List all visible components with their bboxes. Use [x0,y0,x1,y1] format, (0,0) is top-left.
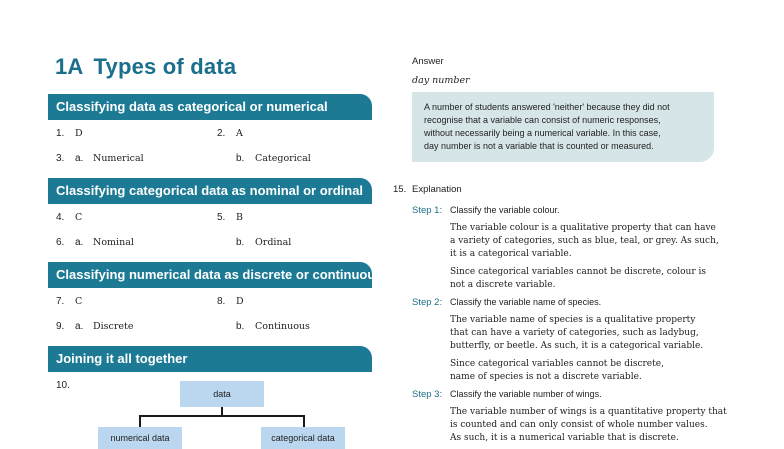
step-text: that can have a variety of categories, such as ladybug, [450,328,699,338]
part-label: a. [75,321,84,332]
step-title: Classify the variable number of wings. [450,389,602,399]
part-label: b. [236,321,245,332]
diagram-connector [139,415,141,427]
answer-label: Answer [412,56,444,67]
chapter-number: 1A [55,54,84,79]
question-number: 10. [56,380,70,391]
answer-text: Ordinal [255,237,292,248]
step-text: The variable colour is a qualitative property that can have [450,223,716,233]
step-title: Classify the variable colour. [450,205,560,215]
answer-text: Numerical [93,153,144,164]
note-line: A number of students answered 'neither' because they did not [424,102,670,112]
question-number: 15. [393,184,407,195]
section-heading-band [48,262,383,288]
section-heading-band [48,94,372,120]
answer-text: Categorical [255,153,311,164]
answer-text: D [75,128,83,139]
step-text: As such, it is a numerical variable that is discrete. [450,433,679,443]
section-heading-band [48,346,372,372]
answer-text: C [75,296,83,307]
diagram-numerical-node: numerical data [98,427,182,449]
step-text: not a discrete variable. [450,280,556,290]
part-label: b. [236,153,245,164]
page-title [55,54,236,80]
question-number: 4. [56,212,65,223]
step-label: Step 2: [412,297,443,308]
diagram-root-node: data [180,381,264,407]
section-heading: Classifying numerical data as discrete or continuous [56,267,383,282]
step-label: Step 3: [412,389,443,400]
question-number: 2. [217,128,226,139]
diagram-categorical-node: categorical data [261,427,345,449]
answer-text: C [75,212,83,223]
section-heading: Joining it all together [56,351,188,366]
step-text: it is a categorical variable. [450,249,572,259]
step-text: is counted and can only consist of whole number values. [450,420,708,430]
part-label: b. [236,237,245,248]
step-text: Since categorical variables cannot be discrete, colour is [450,267,707,277]
note-box [412,92,714,162]
answer-text: D [236,296,244,307]
section-heading: Classifying data as categorical or numerical [56,99,328,114]
step-text: Since categorical variables cannot be discrete, [450,359,664,369]
step-title: Classify the variable name of species. [450,297,602,307]
section-heading: Classifying categorical data as nominal or ordinal [56,183,364,198]
question-number: 3. [56,153,65,164]
step-text: The variable name of species is a qualitative property [450,315,696,325]
answer-text: B [236,212,243,223]
explanation-heading: Explanation [412,184,462,195]
question-number: 5. [217,212,226,223]
note-line: recognise that a variable can consist of numeric responses, [424,115,661,125]
question-number: 1. [56,128,65,139]
section-heading-band [48,178,372,204]
step-label: Step 1: [412,205,443,216]
question-number: 8. [217,296,226,307]
answer-text: A [236,128,243,139]
note-line: without necessarily being a numerical variable. In this case, [424,128,661,138]
question-number: 7. [56,296,65,307]
answer-text: Discrete [93,321,134,332]
step-text: butterfly, or beetle. As such, it is a categorical variable. [450,341,704,351]
question-number: 6. [56,237,65,248]
part-label: a. [75,153,84,164]
answer-text: Nominal [93,237,134,248]
step-text: a variety of categories, such as blue, teal, or grey. As such, [450,236,719,246]
answer-value: day number [412,75,470,86]
question-number: 9. [56,321,65,332]
diagram-connector [139,415,304,417]
part-label: a. [75,237,84,248]
answer-text: Continuous [255,321,310,332]
step-text: name of species is not a discrete variable. [450,372,642,382]
diagram-connector [303,415,305,427]
note-line: day number is not a variable that is counted or measured. [424,141,654,151]
step-text: The variable number of wings is a quantitative property that [450,407,727,417]
chapter-title: Types of data [93,54,237,79]
